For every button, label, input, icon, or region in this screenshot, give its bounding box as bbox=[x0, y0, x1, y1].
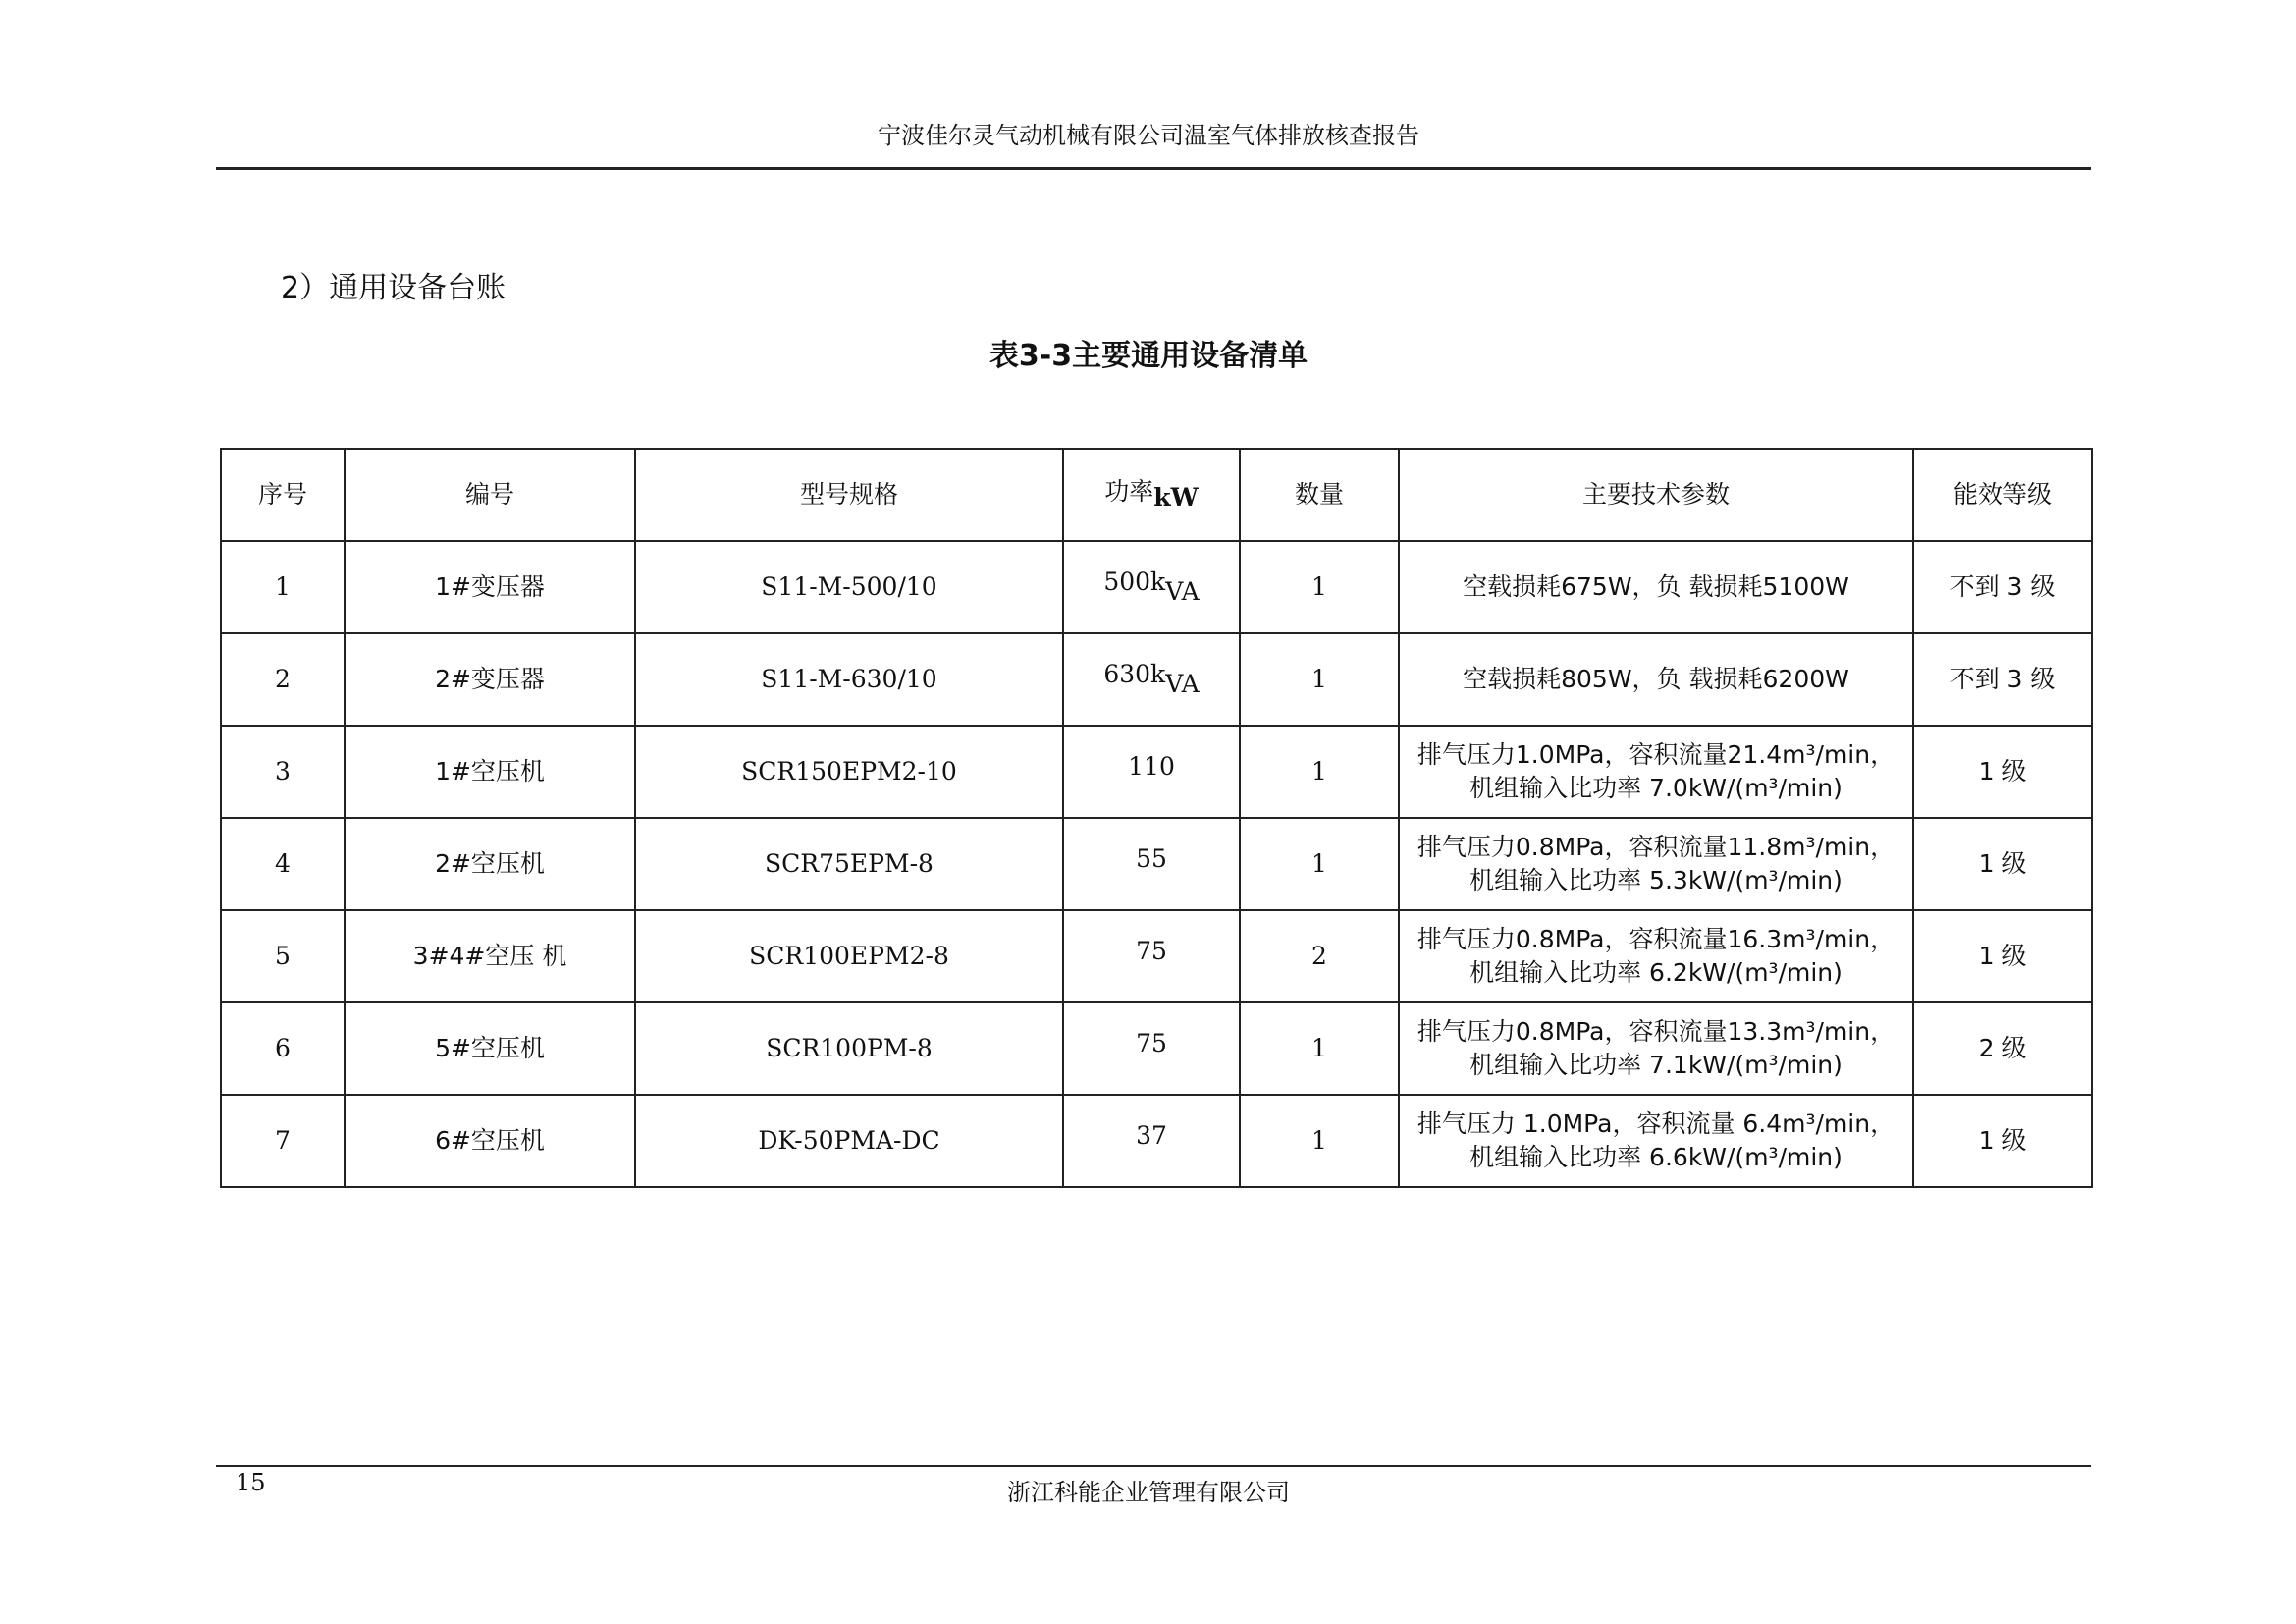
params-line-1: 排气压力 1.0MPa，容积流量 6.4m³/min， bbox=[1416, 1110, 1896, 1138]
power-subscript: VA bbox=[1165, 577, 1200, 606]
cell-params bbox=[1399, 1002, 1913, 1095]
cell-power bbox=[1063, 1095, 1240, 1187]
cell-model: S11-M-630/10 bbox=[635, 633, 1063, 726]
cell-params bbox=[1399, 910, 1913, 1002]
power-value: 75 bbox=[1136, 937, 1167, 965]
cell-seq: 2 bbox=[221, 633, 345, 726]
power-value: 75 bbox=[1136, 1029, 1167, 1057]
power-unit: kW bbox=[1153, 483, 1199, 512]
cell-seq: 3 bbox=[221, 726, 345, 818]
cell-qty: 1 bbox=[1240, 633, 1399, 726]
col-header-seq: 序号 bbox=[221, 449, 345, 541]
cell-code: 5#空压机 bbox=[345, 1002, 635, 1095]
col-header-efficiency: 能效等级 bbox=[1913, 449, 2092, 541]
params-line-1: 排气压力0.8MPa，容积流量16.3m³/min， bbox=[1416, 925, 1896, 953]
cell-grade: 不到 3 级 bbox=[1913, 541, 2092, 633]
cell-seq: 5 bbox=[221, 910, 345, 1002]
cell-params bbox=[1399, 818, 1913, 910]
cell-model: SCR100EPM2-8 bbox=[635, 910, 1063, 1002]
table-row bbox=[221, 726, 2092, 818]
cell-power bbox=[1063, 633, 1240, 726]
col-header-code: 编号 bbox=[345, 449, 635, 541]
table-row bbox=[221, 1002, 2092, 1095]
cell-params bbox=[1399, 726, 1913, 818]
cell-grade: 1 级 bbox=[1913, 818, 2092, 910]
power-value: 630k bbox=[1103, 660, 1166, 688]
cell-params bbox=[1399, 541, 1913, 633]
params-line-2: 机组输入比功率 7.0kW/(m³/min) bbox=[1469, 774, 1842, 802]
cell-qty: 2 bbox=[1240, 910, 1399, 1002]
cell-model: DK-50PMA-DC bbox=[635, 1095, 1063, 1187]
cell-model: SCR75EPM-8 bbox=[635, 818, 1063, 910]
power-value: 500k bbox=[1103, 568, 1166, 596]
table-row bbox=[221, 633, 2092, 726]
col-header-qty: 数量 bbox=[1240, 449, 1399, 541]
power-subscript: VA bbox=[1165, 670, 1200, 698]
table-row bbox=[221, 1095, 2092, 1187]
cell-seq: 6 bbox=[221, 1002, 345, 1095]
cell-seq: 7 bbox=[221, 1095, 345, 1187]
cell-model: S11-M-500/10 bbox=[635, 541, 1063, 633]
cell-code: 3#4#空压 机 bbox=[345, 910, 635, 1002]
cell-power bbox=[1063, 818, 1240, 910]
cell-qty: 1 bbox=[1240, 726, 1399, 818]
cell-code: 2#变压器 bbox=[345, 633, 635, 726]
table-row bbox=[221, 541, 2092, 633]
table-caption: 表3-3主要通用设备清单 bbox=[988, 339, 1308, 373]
footer-company: 浙江科能企业管理有限公司 bbox=[1007, 1479, 1290, 1506]
cell-qty: 1 bbox=[1240, 541, 1399, 633]
power-value: 37 bbox=[1136, 1121, 1167, 1150]
col-header-params: 主要技术参数 bbox=[1399, 449, 1913, 541]
cell-code: 6#空压机 bbox=[345, 1095, 635, 1187]
cell-grade: 1 级 bbox=[1913, 1095, 2092, 1187]
cell-model: SCR100PM-8 bbox=[635, 1002, 1063, 1095]
table-row bbox=[221, 818, 2092, 910]
cell-power bbox=[1063, 910, 1240, 1002]
table-row bbox=[221, 910, 2092, 1002]
cell-grade: 1 级 bbox=[1913, 910, 2092, 1002]
params-line-1: 排气压力0.8MPa，容积流量11.8m³/min， bbox=[1416, 833, 1896, 861]
cell-model: SCR150EPM2-10 bbox=[635, 726, 1063, 818]
cell-params bbox=[1399, 633, 1913, 726]
cell-qty: 1 bbox=[1240, 1002, 1399, 1095]
power-value: 110 bbox=[1128, 752, 1175, 781]
page-number: 15 bbox=[236, 1469, 266, 1496]
power-label: 功率 bbox=[1104, 477, 1154, 506]
cell-seq: 1 bbox=[221, 541, 345, 633]
cell-power bbox=[1063, 541, 1240, 633]
cell-params bbox=[1399, 1095, 1913, 1187]
header-divider bbox=[216, 167, 2091, 170]
params-line-1: 排气压力1.0MPa，容积流量21.4m³/min， bbox=[1416, 740, 1896, 769]
cell-power bbox=[1063, 1002, 1240, 1095]
power-value: 55 bbox=[1136, 844, 1167, 873]
params-line-1: 排气压力0.8MPa，容积流量13.3m³/min， bbox=[1416, 1017, 1896, 1046]
cell-code: 1#变压器 bbox=[345, 541, 635, 633]
col-header-power bbox=[1063, 449, 1240, 541]
cell-grade: 1 级 bbox=[1913, 726, 2092, 818]
section-title: 2）通用设备台账 bbox=[281, 271, 507, 305]
col-header-model: 型号规格 bbox=[635, 449, 1063, 541]
cell-grade: 2 级 bbox=[1913, 1002, 2092, 1095]
params-line-1: 空载损耗805W，负 载损耗6200W bbox=[1463, 665, 1849, 693]
footer-divider bbox=[216, 1465, 2091, 1467]
params-line-2: 机组输入比功率 5.3kW/(m³/min) bbox=[1469, 866, 1842, 894]
equipment-table bbox=[220, 448, 2093, 1188]
params-line-2: 机组输入比功率 6.6kW/(m³/min) bbox=[1469, 1143, 1842, 1171]
report-header-title: 宁波佳尔灵气动机械有限公司温室气体排放核查报告 bbox=[878, 122, 1419, 149]
table-header-row bbox=[221, 449, 2092, 541]
cell-grade: 不到 3 级 bbox=[1913, 633, 2092, 726]
cell-code: 2#空压机 bbox=[345, 818, 635, 910]
cell-code: 1#空压机 bbox=[345, 726, 635, 818]
cell-power bbox=[1063, 726, 1240, 818]
cell-qty: 1 bbox=[1240, 818, 1399, 910]
params-line-2: 机组输入比功率 7.1kW/(m³/min) bbox=[1469, 1051, 1842, 1079]
params-line-2: 机组输入比功率 6.2kW/(m³/min) bbox=[1469, 958, 1842, 987]
cell-seq: 4 bbox=[221, 818, 345, 910]
params-line-1: 空载损耗675W，负 载损耗5100W bbox=[1463, 572, 1849, 601]
cell-qty: 1 bbox=[1240, 1095, 1399, 1187]
